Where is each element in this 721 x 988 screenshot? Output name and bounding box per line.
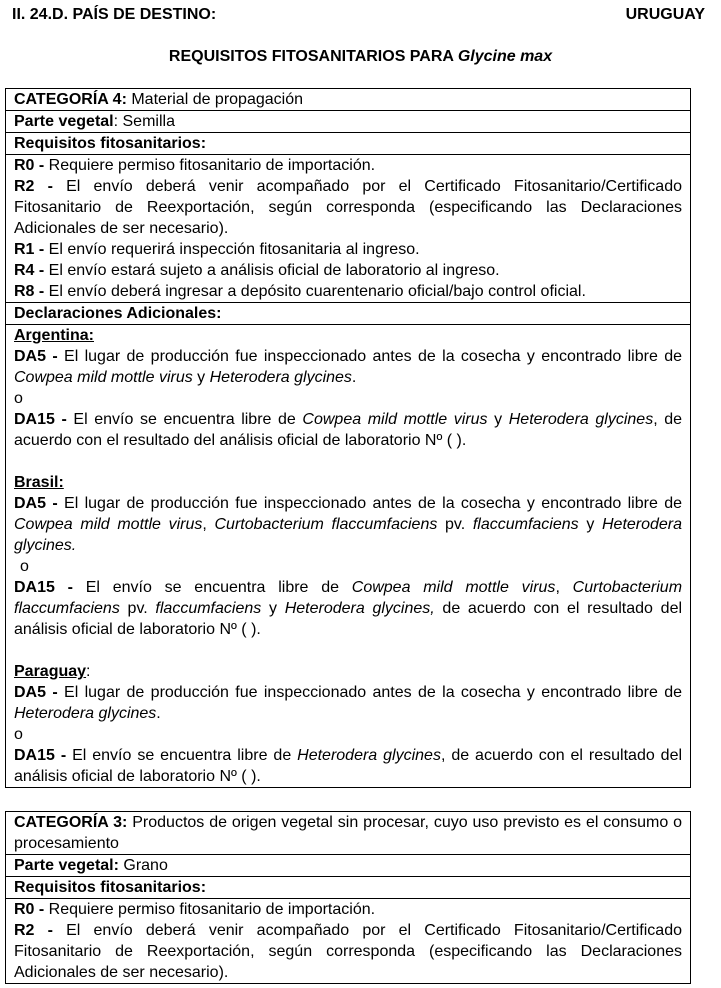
requirements-heading-row: [6, 133, 691, 155]
requirements-heading: Requisitos fitosanitarios:: [6, 133, 691, 155]
page-header: [12, 4, 705, 26]
category-label: CATEGORÍA 4:: [14, 91, 127, 108]
requirement-code: R2 -: [14, 178, 53, 195]
requirement-text: Requiere permiso fitosanitario de importación.: [44, 901, 376, 918]
requirement-item: [14, 920, 682, 983]
or-separator: o: [14, 726, 23, 743]
requirement-code: R1 -: [14, 241, 45, 258]
requirement-text: Requiere permiso fitosanitario de importación.: [44, 157, 376, 174]
plant-part-value: Grano: [118, 857, 168, 874]
declaration-da5-brasil: DA5 - El lugar de producción fue inspeccionado antes de la cosecha y encontrado libre de Cowpea mild mottle virus, Curtobacterium flaccumfaciens pv. flaccumfaciens y Heterodera glycines.: [14, 495, 683, 554]
plant-part-row: [6, 855, 691, 877]
requirement-code: R4 -: [14, 262, 45, 279]
requirements-table-category-4: [5, 88, 691, 788]
country-name-argentina: Argentina:: [14, 327, 94, 344]
plant-part-value: : Semilla: [113, 113, 175, 130]
requirements-table-category-3: [5, 811, 691, 984]
requirement-code: R2 -: [14, 922, 53, 939]
requirement-text: El envío deberá venir acompañado por el Certificado Fitosanitario/Certificado Fitosanitario de Reexportación, según corresponda (especificando las Declaraciones Adicionales de ser necesario).: [14, 178, 682, 237]
spacer: [14, 640, 682, 661]
destination-section-label: II. 24.D. PAÍS DE DESTINO:: [12, 6, 217, 23]
additional-declarations-heading-row: [6, 303, 691, 325]
requirement-code: R0 -: [14, 157, 45, 174]
requirement-item: [14, 176, 682, 239]
additional-declarations-heading: Declaraciones Adicionales:: [6, 303, 691, 325]
or-separator: o: [14, 390, 23, 407]
declaration-da15-brasil: DA15 - El envío se encuentra libre de Cowpea mild mottle virus, Curtobacterium flaccumfaciens pv. flaccumfaciens y Heterodera glycines, de acuerdo con el resultado del análisis oficial de laboratorio Nº ( ).: [14, 579, 683, 638]
declaration-da15-paraguay: DA15 - El envío se encuentra libre de Heterodera glycines, de acuerdo con el resultado del análisis oficial de laboratorio Nº ( ).: [14, 747, 683, 785]
or-separator: o: [20, 558, 29, 575]
declaration-da15-argentina: DA15 - El envío se encuentra libre de Cowpea mild mottle virus y Heterodera glycines, de acuerdo con el resultado del análisis oficial de laboratorio Nº ( ).: [14, 411, 683, 449]
requirement-text: El envío estará sujeto a análisis oficial de laboratorio al ingreso.: [44, 262, 500, 279]
plant-part-label: Parte vegetal:: [14, 857, 119, 874]
category-value: Productos de origen vegetal sin procesar, cuyo uso previsto es el consumo o procesamiento: [14, 814, 683, 852]
category-row: [6, 89, 691, 111]
category-label: CATEGORÍA 3:: [14, 814, 128, 831]
title-species: Glycine max: [457, 48, 553, 65]
spacer: [14, 451, 682, 472]
requirements-list-row: [6, 155, 691, 303]
additional-declarations-row: [6, 325, 691, 788]
requirements-heading: Requisitos fitosanitarios:: [6, 877, 691, 899]
requirements-list-row: [6, 899, 691, 984]
requirement-text: El envío requerirá inspección fitosanitaria al ingreso.: [44, 241, 420, 258]
requirement-item: [14, 899, 682, 920]
requirement-text: El envío deberá ingresar a depósito cuarentenario oficial/bajo control oficial.: [44, 283, 586, 300]
requirements-heading-row: [6, 877, 691, 899]
requirement-code: R0 -: [14, 901, 45, 918]
declaration-da5-paraguay: DA5 - El lugar de producción fue inspeccionado antes de la cosecha y encontrado libre de Heterodera glycines.: [14, 684, 682, 722]
declaration-da5-argentina: DA5 - El lugar de producción fue inspeccionado antes de la cosecha y encontrado libre de Cowpea mild mottle virus y Heterodera glycines.: [14, 348, 682, 386]
country-name-brasil: Brasil:: [14, 474, 64, 491]
requirement-text: El envío deberá venir acompañado por el Certificado Fitosanitario/Certificado Fitosanitario de Reexportación, según corresponda (especificando las Declaraciones Adicionales de ser necesario).: [14, 922, 682, 981]
requirement-item: [14, 281, 682, 302]
country-name-paraguay: Paraguay:: [14, 663, 91, 680]
category-row: [6, 812, 691, 855]
requirement-item: [14, 155, 682, 176]
document-title: [0, 46, 721, 67]
requirement-code: R8 -: [14, 283, 45, 300]
requirement-item: [14, 239, 682, 260]
destination-country: URUGUAY: [625, 6, 705, 23]
category-value: Material de propagación: [126, 91, 303, 108]
plant-part-label: Parte vegetal: [14, 113, 114, 130]
plant-part-row: [6, 111, 691, 133]
requirement-item: [14, 260, 682, 281]
title-prefix: REQUISITOS FITOSANITARIOS PARA: [168, 48, 458, 65]
